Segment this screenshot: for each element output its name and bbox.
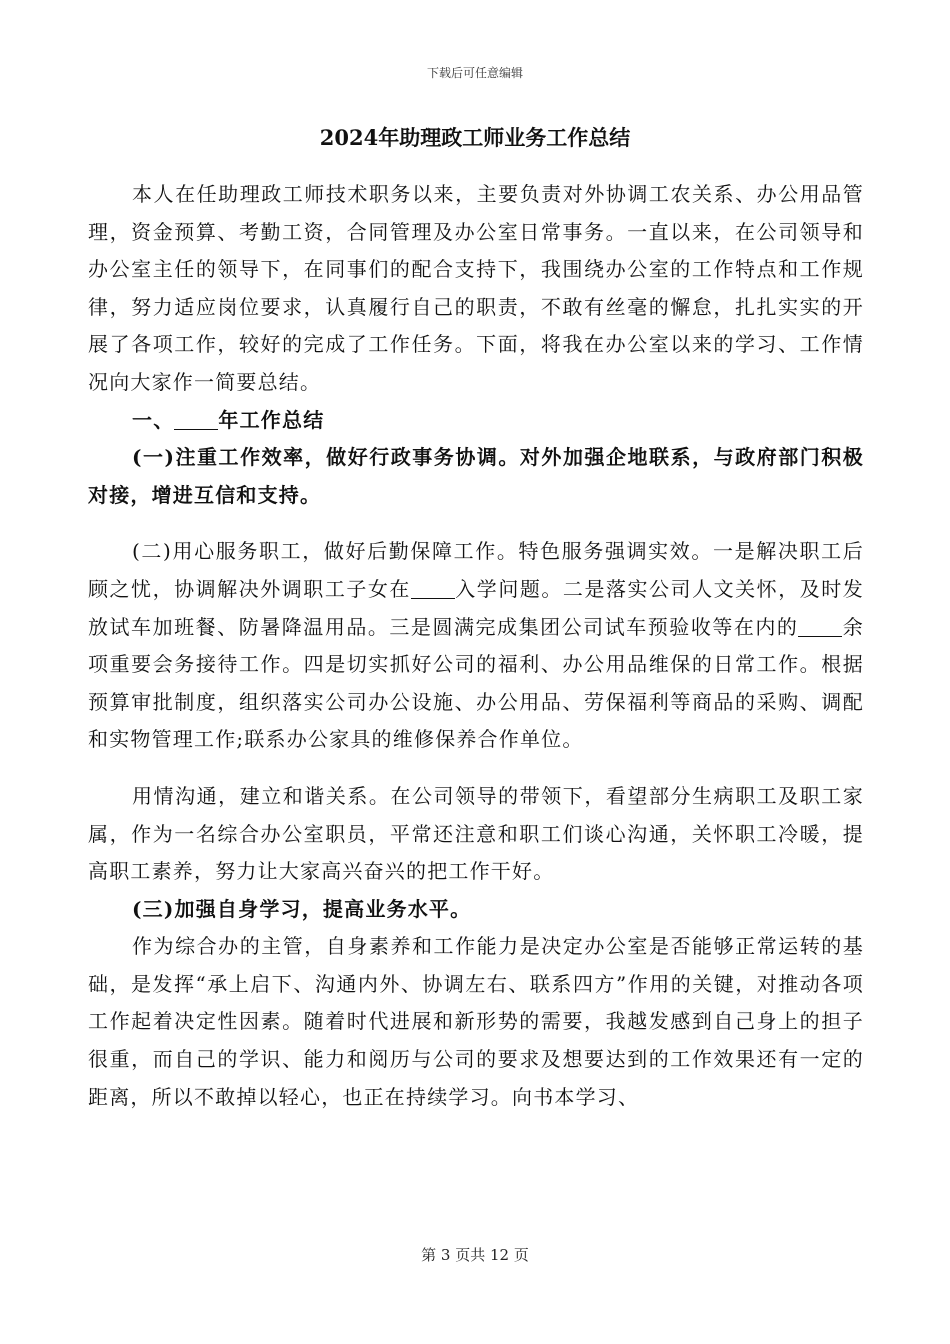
section-heading-1 bbox=[88, 402, 864, 440]
subsection-2-paragraph bbox=[88, 533, 864, 759]
section-heading-prefix: 一、 bbox=[132, 407, 175, 432]
subsection-2-text-c: 余项重要会务接待工作。四是切实抓好公司的福利、办公用品维保的日常工作。根据预算审批制度，组织落实公司办公设施、办公用品、劳保福利等商品的采购、调配和实物管理工作;联系办公家具的维修保养合作单位。 bbox=[88, 614, 864, 752]
self-study-paragraph: 作为综合办的主管，自身素养和工作能力是决定办公室是否能够正常运转的基础，是发挥“承上启下、沟通内外、协调左右、联系四方”作用的关键，对推动各项工作起着决定性因素。随着时代进展和新形势的需要，我越发感到自己身上的担子很重，而自己的学识、能力和阅历与公司的要求及想要达到的工作效果还有一定的距离，所以不敢掉以轻心，也正在持续学习。向书本学习、 bbox=[88, 934, 864, 1109]
page-number-footer: 第 3 页共 12 页 bbox=[421, 1246, 529, 1264]
communication-paragraph: 用情沟通，建立和谐关系。在公司领导的带领下，看望部分生病职工及职工家属，作为一名综合办公室职员，平常还注意和职工们谈心沟通，关怀职工冷暖，提高职工素养，努力让大家高兴奋兴的把工作干好。 bbox=[88, 783, 864, 884]
subsection-1-paragraph: (一)注重工作效率，做好行政事务协调。对外加强企地联系，与政府部门积极对接，增进互信和支持。 bbox=[88, 445, 864, 507]
subsection-3-heading: (三)加强自身学习，提高业务水平。 bbox=[132, 896, 472, 921]
document-title: 2024年助理政工师业务工作总结 bbox=[319, 125, 631, 150]
blank-underline bbox=[411, 578, 455, 599]
document-body bbox=[88, 176, 864, 1116]
subsection-2-text-b: 入学问题。二是落实公司人文关怀，及时发放试车加班餐、防暑降温用品。三是圆满完成集团公司试车预验收等在内的 bbox=[88, 576, 864, 639]
intro-paragraph: 本人在任助理政工师技术职务以来，主要负责对外协调工农关系、办公用品管理，资金预算、考勤工资，合同管理及办公室日常事务。一直以来，在公司领导和办公室主任的领导下，在同事们的配合支持下，我围绕办公室的工作特点和工作规律，努力适应岗位要求，认真履行自己的职责，不敢有丝毫的懈怠，扎扎实实的开展了各项工作，较好的完成了工作任务。下面，将我在办公室以来的学习、工作情况向大家作一简要总结。 bbox=[88, 182, 864, 394]
blank-underline bbox=[174, 409, 218, 430]
section-heading-suffix: 年工作总结 bbox=[218, 407, 325, 432]
subsection-2-text-a: (二)用心服务职工，做好后勤保障工作。特色服务强调实效。一是解决职工后顾之忧，协调解决外调职工子女在 bbox=[88, 539, 864, 601]
page-header-note: 下载后可任意编辑 bbox=[426, 66, 523, 80]
blank-underline bbox=[798, 616, 842, 637]
